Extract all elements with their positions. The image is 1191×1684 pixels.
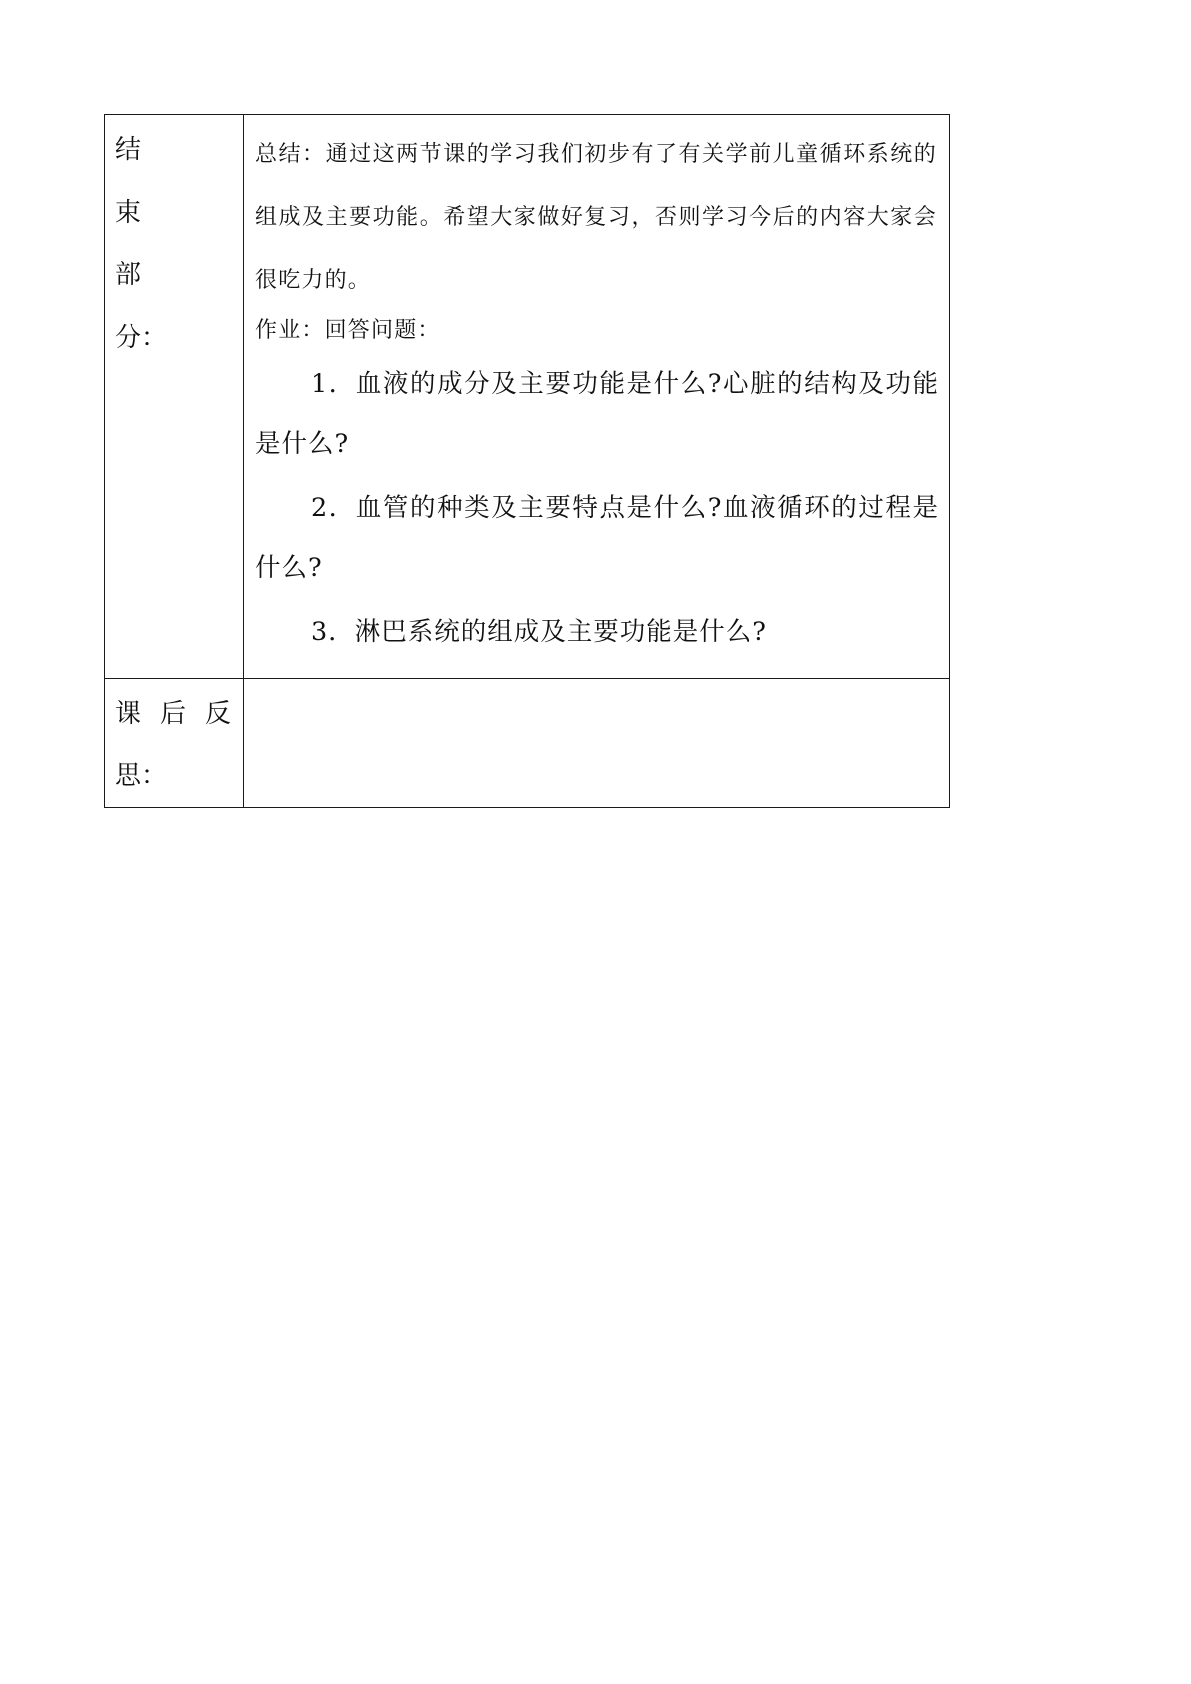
reflection-label-line2: 思： [115,761,168,791]
lesson-plan-table [104,114,950,808]
reflection-label [105,679,243,807]
homework-title: 作业：回答问题： [255,318,441,343]
label-char: 分： [115,322,168,353]
label-char: 反 [204,699,231,729]
reflection-label-cell [105,679,244,808]
reflection-content-cell[interactable] [244,679,950,808]
end-section-label-cell [105,115,244,679]
label-char: 部 [115,260,142,290]
label-char: 课 [115,699,142,729]
label-char: 后 [159,699,186,729]
homework-question: 3．淋巴系统的组成及主要功能是什么? [311,617,767,647]
homework-question: 1．血液的成分及主要功能是什么?心脏的结构及功能是什么? [255,369,939,459]
end-section-content-cell [244,115,950,679]
summary-text: 总结：通过这两节课的学习我们初步有了有关学前儿童循环系统的组成及主要功能。希望大家做好复习，否则学习今后的内容大家会很吃力的。 [255,142,937,293]
label-char: 结 [115,135,142,165]
homework-question: 2．血管的种类及主要特点是什么?血液循环的过程是什么? [255,493,939,583]
end-section-row [105,115,950,679]
reflection-label-line1 [115,683,233,745]
reflection-row [105,679,950,808]
end-section-label [105,115,243,369]
label-char: 束 [115,197,142,228]
